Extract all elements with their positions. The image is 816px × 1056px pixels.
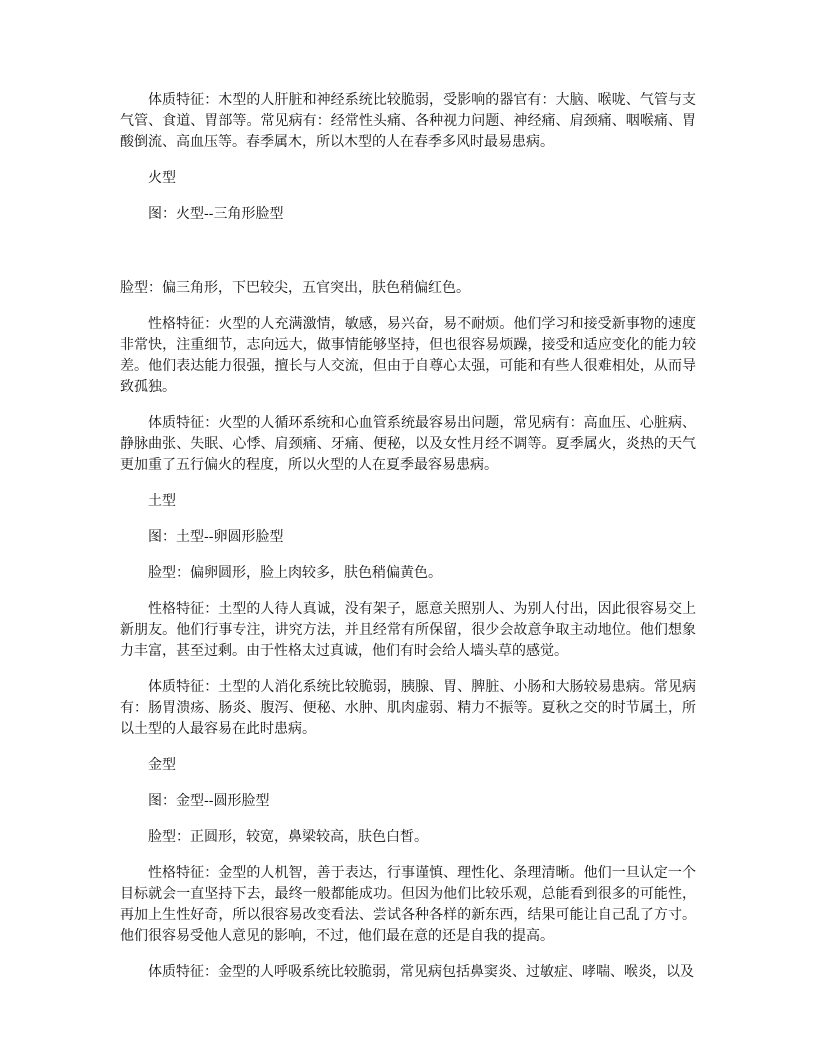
earth-face-paragraph: 脸型：偏卵圆形，脸上肉较多，肤色稍偏黄色。: [148, 565, 442, 581]
metal-personality-paragraph: 性格特征：金型的人机智，善于表达，行事谨慎、理性化、条理清晰。他们一旦认定一个目标就会一直坚持下去，最终一般都能成功。但因为他们比较乐观，总能看到很多的可能性，再加上生性好奇，所以很容易改变看法、尝试各种各样的新东西，结果可能让自己乱了方寸。他们很容易受他人意见的影响，不过，他们最在意的还是自我的提高。: [120, 865, 696, 944]
fire-personality-paragraph: 性格特征：火型的人充满激情，敏感，易兴奋，易不耐烦。他们学习和接受新事物的速度非常快，注重细节，志向远大，做事情能够坚持，但也很容易烦躁，接受和适应变化的能力较差。他们表达能力很强，擅长与人交流，但由于自尊心太强，可能和有些人很难相处，从而导致孤独。: [120, 316, 696, 395]
wood-constitution-paragraph: 体质特征：木型的人肝脏和神经系统比较脆弱，受影响的器官有：大脑、喉咙、气管与支气管、食道、胃部等。常见病有：经常性头痛、各种视力问题、神经痛、肩颈痛、咽喉痛、胃酸倒流、高血压等。春季属木，所以木型的人在春季多风时最易患病。: [120, 92, 696, 150]
earth-figure-caption: 图：土型--卵圆形脸型: [148, 529, 284, 545]
metal-constitution-paragraph: 体质特征：金型的人呼吸系统比较脆弱，常见病包括鼻窦炎、过敏症、哮喘、喉炎，以及: [148, 964, 694, 980]
metal-figure-caption: 图：金型--圆形脸型: [148, 793, 270, 809]
document-page: [120, 90, 696, 998]
fire-heading: 火型: [148, 170, 176, 186]
metal-heading: 金型: [148, 757, 176, 773]
earth-personality-paragraph: 性格特征：土型的人待人真诚，没有架子，愿意关照别人、为别人付出，因此很容易交上新朋友。他们行事专注，讲究方法，并且经常有所保留，很少会故意争取主动地位。他们想象力丰富，甚至过剩。由于性格太过真诚，他们有时会给人墙头草的感觉。: [120, 601, 696, 659]
metal-face-paragraph: 脸型：正圆形，较宽，鼻梁较高，肤色白皙。: [148, 829, 428, 845]
fire-figure-caption: 图：火型--三角形脸型: [148, 206, 284, 222]
fire-constitution-paragraph: 体质特征：火型的人循环系统和心血管系统最容易出问题，常见病有：高血压、心脏病、静脉曲张、失眠、心悸、肩颈痛、牙痛、便秘，以及女性月经不调等。夏季属火，炎热的天气更加重了五行偏火的程度，所以火型的人在夏季最容易患病。: [120, 415, 696, 473]
fire-figure-placeholder: [120, 240, 696, 278]
earth-constitution-paragraph: 体质特征：土型的人消化系统比较脆弱，胰腺、胃、脾脏、小肠和大肠较易患病。常见病有：肠胃溃疡、肠炎、腹泻、便秘、水肿、肌肉虚弱、精力不振等。夏秋之交的时节属土，所以土型的人最容易在此时患病。: [120, 679, 696, 737]
fire-face-paragraph: 脸型：偏三角形，下巴较尖，五官突出，肤色稍偏红色。: [120, 280, 470, 296]
earth-heading: 土型: [148, 493, 176, 509]
